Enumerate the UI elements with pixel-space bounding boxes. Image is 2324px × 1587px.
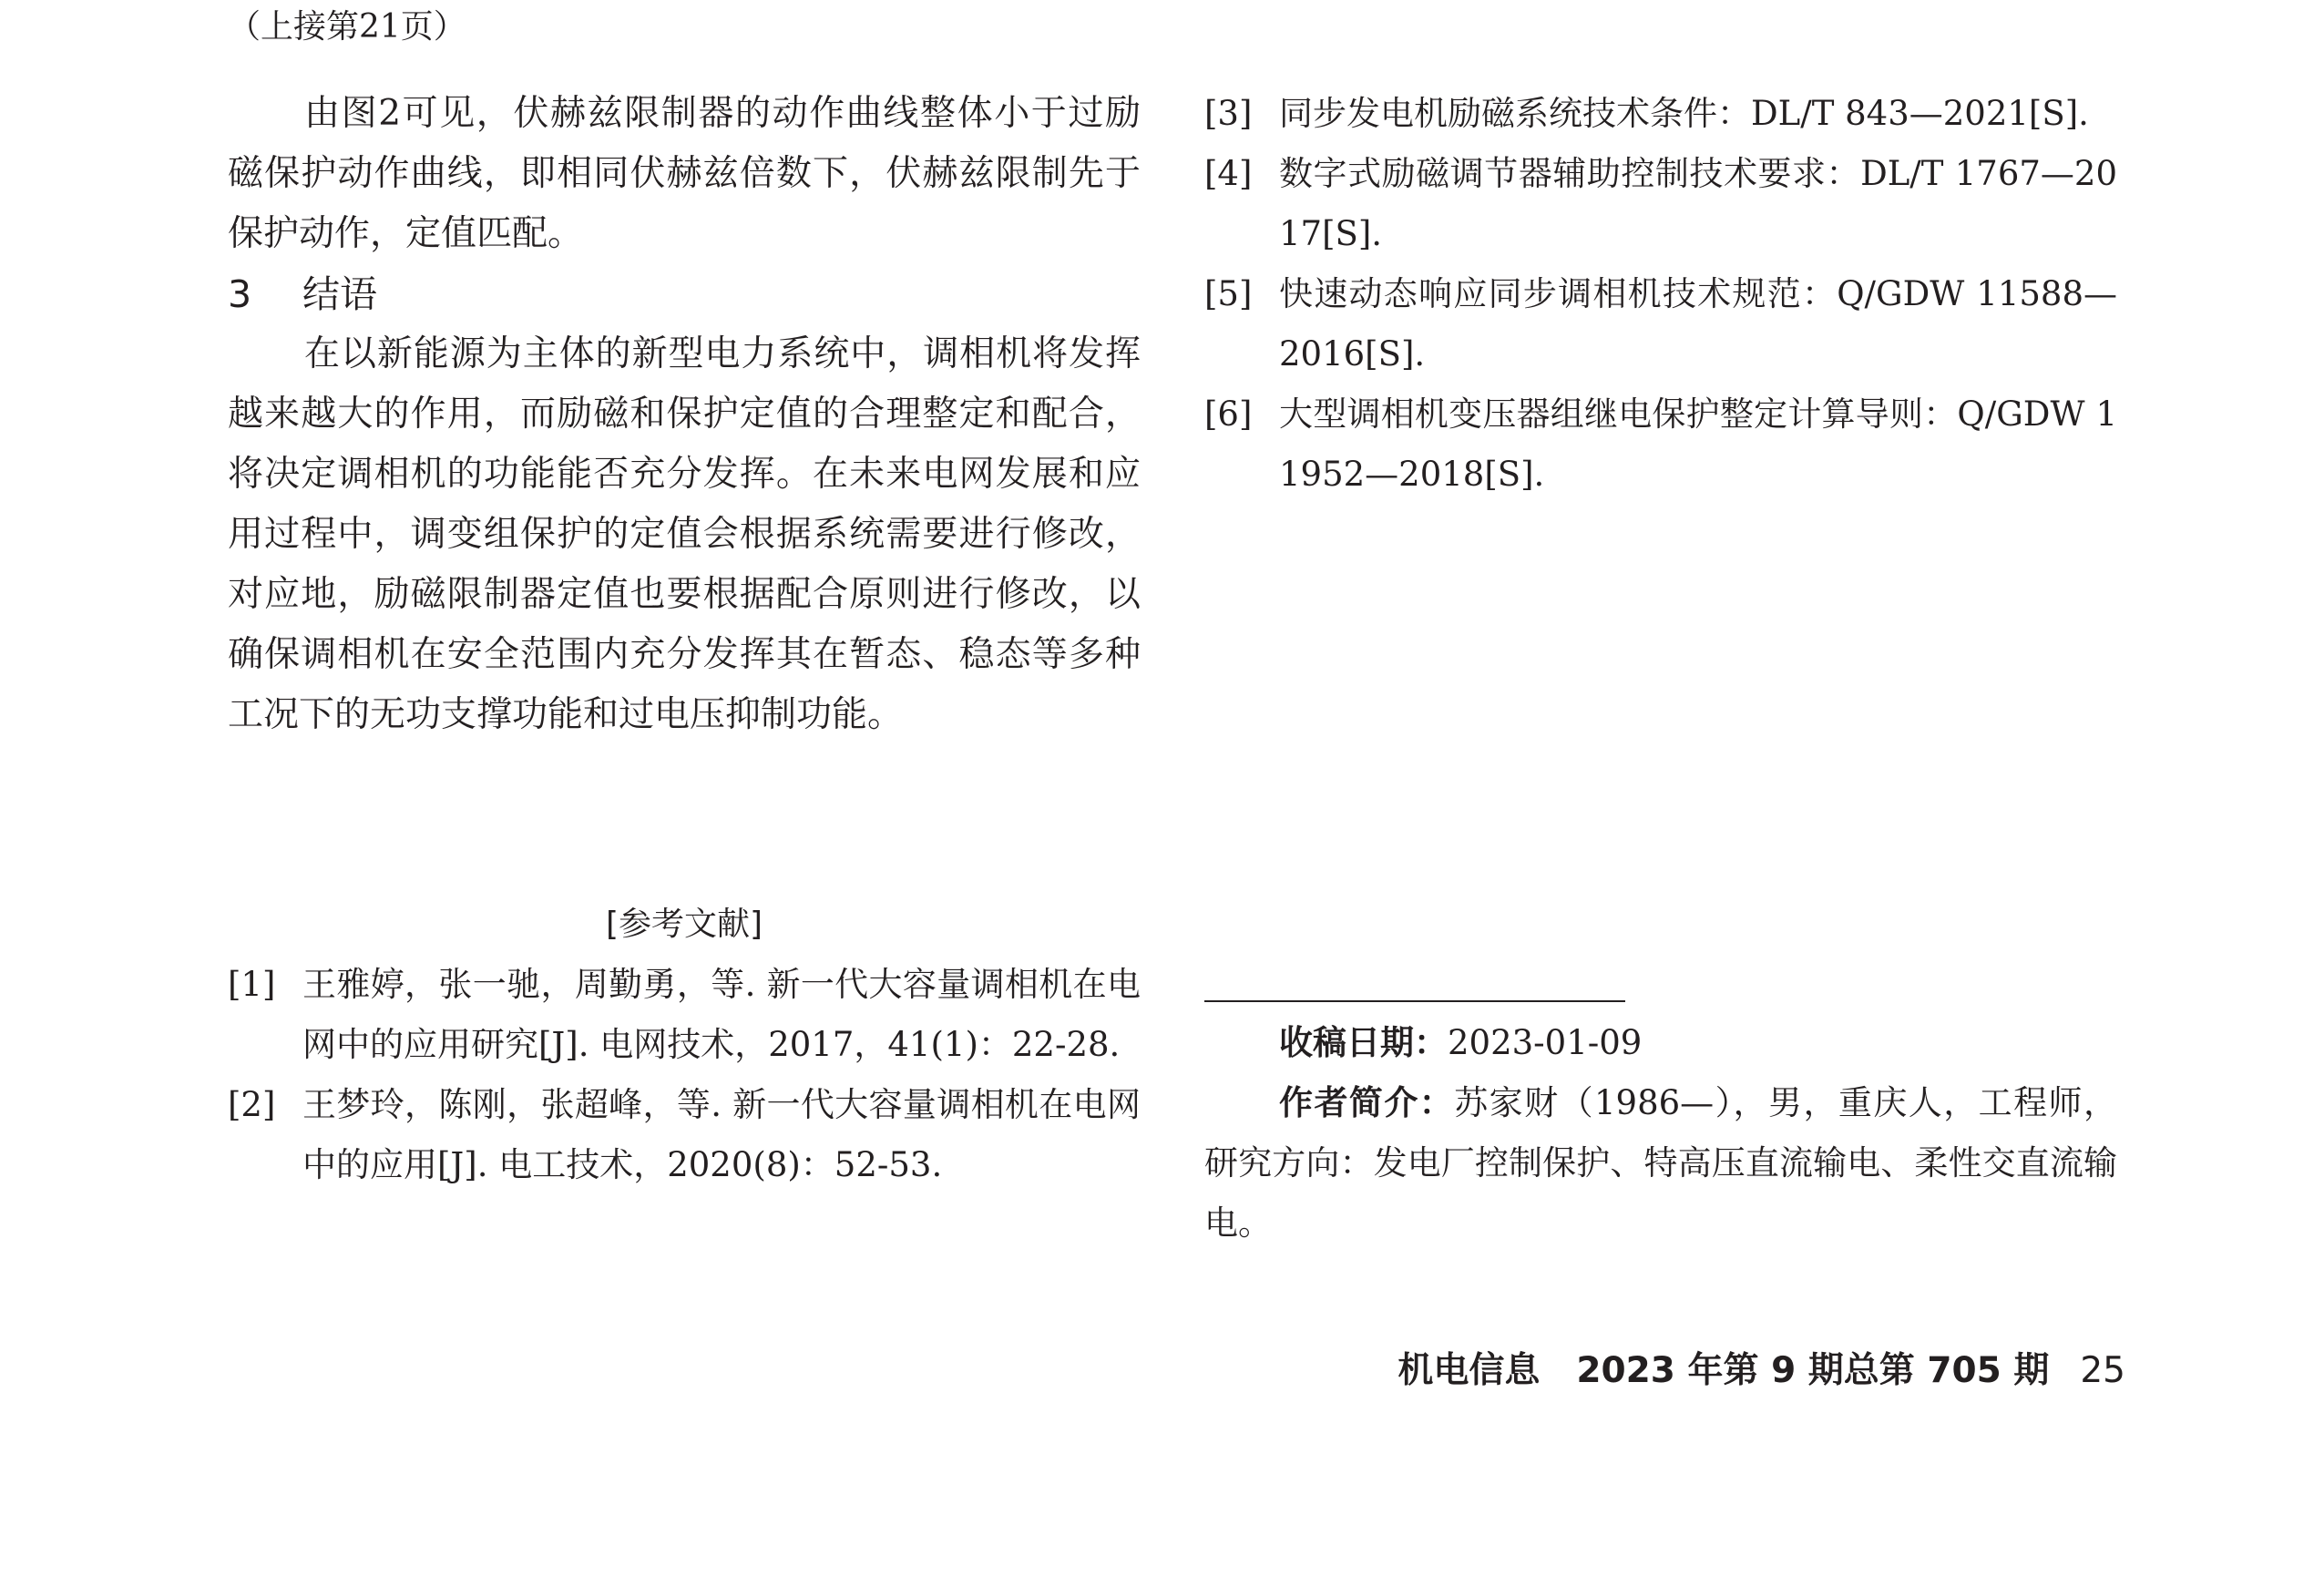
reference-text: 大型调相机变压器组继电保护整定计算导则：Q/GDW 11952—2018[S].	[1279, 394, 2117, 494]
author-value: 苏家财（1986—），男，重庆人，工程师，研究方向：发电厂控制保护、特高压直流输电、柔性交直流输电。	[1204, 1083, 2118, 1243]
conclusion-paragraph	[228, 324, 1141, 745]
reference-text: 数字式励磁调节器辅助控制技术要求：DL/T 1767—2017[S].	[1279, 154, 2117, 253]
reference-text: 王雅婷，张一驰，周勤勇，等. 新一代大容量调相机在电网中的应用研究[J]. 电网技术，2017，41(1)：22-28.	[302, 965, 1141, 1064]
page-footer	[1397, 1348, 2125, 1394]
section-number: 3	[228, 272, 252, 316]
left-column	[228, 84, 1141, 745]
reference-item	[228, 955, 1141, 1075]
intro-paragraph	[228, 84, 1141, 264]
reference-item	[1204, 84, 2117, 144]
reference-item	[1204, 144, 2117, 264]
reference-number: [1]	[228, 965, 276, 1004]
reference-item	[1204, 264, 2117, 384]
reference-text: 快速动态响应同步调相机技术规范：Q/GDW 11588—2016[S].	[1279, 274, 2117, 374]
reference-number: [6]	[1204, 394, 1253, 434]
continuation-note: （上接第21页）	[228, 8, 466, 46]
reference-text: 王梦玲，陈刚，张超峰，等. 新一代大容量调相机在电网中的应用[J]. 电工技术，2020(8)：52-53.	[302, 1085, 1141, 1184]
reference-number: [3]	[1204, 94, 1253, 133]
journal-name: 机电信息	[1397, 1350, 1541, 1391]
issue-info: 2023 年第 9 期总第 705 期	[1576, 1350, 2050, 1391]
right-column	[1204, 84, 2117, 505]
references-title: [参考文献]	[605, 906, 763, 943]
received-date	[1204, 1013, 2117, 1073]
article-metadata	[1204, 1013, 2117, 1254]
reference-text: 同步发电机励磁系统技术条件：DL/T 843—2021[S].	[1279, 94, 2089, 133]
section-title: 结语	[302, 272, 377, 316]
author-label: 作者简介：	[1279, 1083, 1455, 1122]
received-label: 收稿日期：	[1279, 1023, 1448, 1062]
reference-list-continued	[1204, 84, 2117, 505]
reference-item	[228, 1075, 1141, 1195]
reference-number: [5]	[1204, 274, 1253, 313]
received-value: 2023-01-09	[1448, 1023, 1643, 1062]
reference-item	[1204, 384, 2117, 505]
reference-number: [4]	[1204, 154, 1253, 193]
conclusion-paragraph-text: 在以新能源为主体的新型电力系统中，调相机将发挥越来越大的作用，而励磁和保护定值的合理整定和配合，将决定调相机的功能能否充分发挥。在未来电网发展和应用过程中，调变组保护的定值会根据系统需要进行修改，对应地，励磁限制器定值也要根据配合原则进行修改，以确保调相机在安全范围内充分发挥其在暂态、稳态等多种工况下的无功支撑功能和过电压抑制功能。	[228, 333, 1141, 735]
left-references	[228, 895, 1141, 1195]
reference-number: [2]	[228, 1085, 276, 1124]
section-heading	[228, 264, 1141, 324]
footnote-divider	[1204, 1000, 1625, 1002]
author-bio	[1204, 1073, 2117, 1254]
page-number: 25	[2080, 1350, 2125, 1391]
intro-paragraph-text: 由图2可见，伏赫兹限制器的动作曲线整体小于过励磁保护动作曲线，即相同伏赫兹倍数下，伏赫兹限制先于保护动作，定值匹配。	[228, 93, 1141, 254]
reference-list	[228, 955, 1141, 1195]
